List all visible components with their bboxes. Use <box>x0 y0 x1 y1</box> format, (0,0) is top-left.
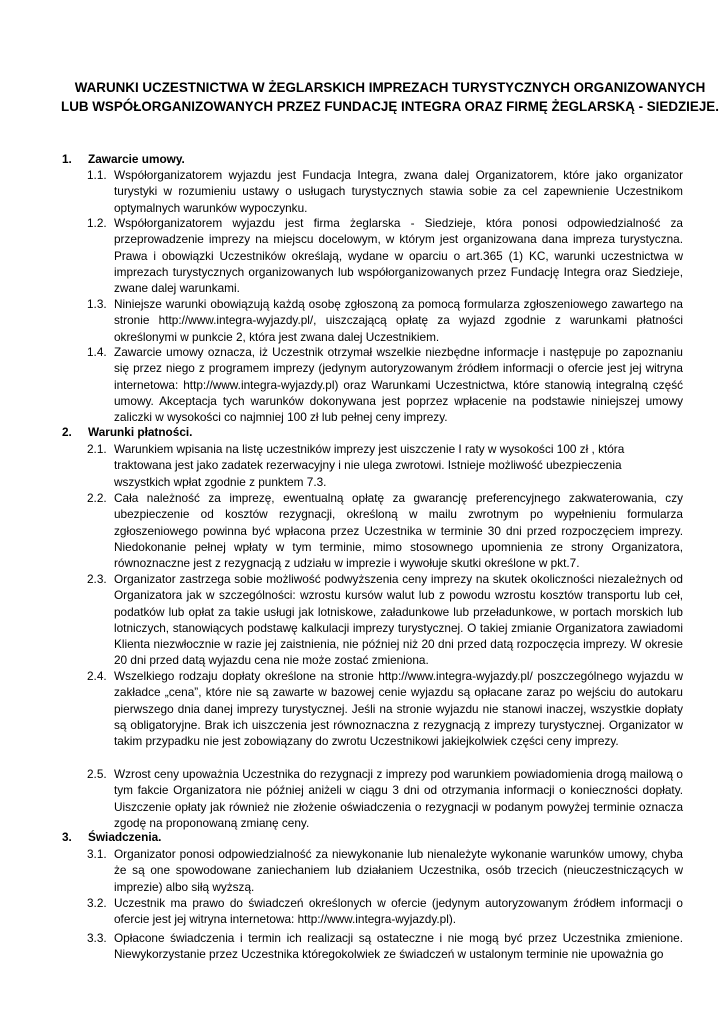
clause-text: Współorganizatorem wyjazdu jest Fundacja Integra, zwana dalej Organizatorem, które jako organizator turystyki w rozumieniu ustawy o usługach turystycznych stawia sobie za cel zapewnienie Uczestnikom optymalnych warunków wypoczynku. <box>114 168 683 215</box>
clause-text: Niniejsze warunki obowiązują każdą osobę zgłoszoną za pomocą formularza zgłoszeniowego zawartego na stronie http://www.integra-wyjazdy.pl/, uiszczającą opłatę za wyjazd zgodnie z warunkami płatności określonymi w punkcie 2, która jest zwana dalej Uczestnikiem. <box>114 297 683 344</box>
clause-text: Warunkiem wpisania na listę uczestników imprezy jest uiszczenie I raty w wysokości 100 zł , która traktowana jest jako zadatek rezerwacyjny i nie ulega zwrotowi. Istnieje możliwość ubezpieczenia wszystkich wpłat zgodnie z punktem 7.3. <box>114 442 625 489</box>
section-heading <box>62 151 185 167</box>
clause-number: 1.1. <box>87 168 107 182</box>
clause <box>87 296 683 345</box>
clause <box>87 668 683 749</box>
section-number: 2. <box>62 425 72 439</box>
clause-number: 2.4. <box>87 669 107 683</box>
clause-number: 2.1. <box>87 442 107 456</box>
clause-text: Cała należność za imprezę, ewentualną opłatę za gwarancję preferencyjnego zakwaterowania, czy ubezpieczenie od kosztów rezygnacji, określoną w mailu zwrotnym po wypełnieniu formularza zgłoszeniowego powinna być wpłacona przez Uczestnika w terminie 30 dni przed rozpoczęciem imprezy. Niedokonanie pełnej wpłaty w tym terminie, mimo stosownego upomnienia ze strony Organizatora, równoznaczne jest z rezygnacją z udziału w imprezie i wywołuje skutki określone w pkt.7. <box>114 491 683 571</box>
clause <box>87 766 683 831</box>
clause <box>87 571 683 669</box>
clause <box>87 846 683 895</box>
clause <box>87 895 683 928</box>
clause-text: Wszelkiego rodzaju dopłaty określone na stronie http://www.integra-wyjazdy.pl/ poszczególnego wyjazdu w zakładce „cena”, które nie są zawarte w bazowej cenie wyjazdu są opłacane zaraz po wejściu do autokaru pierwszego dnia danej imprezy turystycznej. Jeśli na stronie wyjazdu nie stanowi inaczej, wszystkie dopłaty są obligatoryjne. Brak ich uiszczenia jest równoznaczna z rezygnacją z imprezy turystycznej. Organizator w takim przypadku nie jest zobowiązany do zwrotu Uczestnikowi jakiejkolwiek części ceny imprezy. <box>114 669 683 749</box>
clause-number: 2.2. <box>87 491 107 505</box>
clause-text: Współorganizatorem wyjazdu jest firma żeglarska - Siedzieje, która ponosi odpowiedzialność za przeprowadzenie imprezy na miejscu docelowym, w którym jest organizowana dana impreza turystyczna. Prawa i obowiązki Uczestników określają, wydane w oparciu o art.365 (1) KC, warunki uczestnictwa w imprezach turystycznych organizowanych lub współorganizowanych przez Fundację Integra oraz Siedzieje, zwane dalej warunkami. <box>114 216 683 296</box>
clause-number: 1.2. <box>87 216 107 230</box>
section-heading <box>62 829 161 845</box>
clause-text: Zawarcie umowy oznacza, iż Uczestnik otrzymał wszelkie niezbędne informacje i następuje po zapoznaniu się przez niego z programem imprezy (jedynym autoryzowanym źródłem informacji o ofercie jest jej witryna internetowa: http://www.integra-wyjazdy.pl) oraz Warunkami Uczestnictwa, które stanowią integralną część umowy. Akceptacja tych warunków dokonywana jest poprzez wpłacenie na podstawie niniejszej umowy zaliczki w wysokości co najmniej 100 zł lub pełnej ceny imprezy. <box>114 345 683 425</box>
clause <box>87 441 683 490</box>
clause <box>87 344 683 425</box>
clause-number: 1.4. <box>87 345 107 359</box>
clause-number: 2.5. <box>87 767 107 781</box>
clause-number: 3.3. <box>87 931 107 945</box>
clause-text: Opłacone świadczenia i termin ich realizacji są ostateczne i nie mogą być przez Uczestnika zmienione. Niewykorzystanie przez Uczestnika któregokolwiek ze świadczeń w ustalonym terminie nie upoważnia go <box>114 931 683 962</box>
clause <box>87 167 683 216</box>
section-title: Zawarcie umowy. <box>88 152 185 166</box>
clause <box>87 215 683 296</box>
clause <box>87 490 683 571</box>
section-heading <box>62 424 192 440</box>
clause-number: 2.3. <box>87 572 107 586</box>
section-number: 1. <box>62 152 72 166</box>
clause-number: 1.3. <box>87 297 107 311</box>
section-title: Warunki płatności. <box>88 425 193 439</box>
section-number: 3. <box>62 830 72 844</box>
clause-number: 3.2. <box>87 896 107 910</box>
clause-text: Wzrost ceny upoważnia Uczestnika do rezygnacji z imprezy pod warunkiem powiadomienia drogą mailową o tym fakcie Organizatora nie później aniżeli w ciągu 3 dni od otrzymania informacji o konieczności dopłaty. Uiszczenie opłaty jak również nie złożenie oświadczenia o rezygnacji w podanym powyżej terminie oznacza zgodę na proponowaną zmianę ceny. <box>114 767 683 830</box>
clause-text: Organizator zastrzega sobie możliwość podwyższenia ceny imprezy na skutek okoliczności niezależnych od Organizatora jak w szczególności: wzrostu kursów walut lub z powodu wzrostu kosztów transportu lub ceł, podatków lub opłat za takie usługi jak lotniskowe, załadunkowe lub przeładunkowe, w portach morskich lub lotniczych, stanowiących podstawę kalkulacji imprezy turystycznej. O takiej zmianie Organizatora zawiadomi Klienta niezwłocznie w razie jej zaistnienia, nie później niż 20 dni przed datą rozpoczęcia imprezy. W okresie 20 dni przed datą wyjazdu cena nie może zostać zmieniona. <box>114 572 683 668</box>
clause-text: Organizator ponosi odpowiedzialność za niewykonanie lub nienależyte wykonanie warunków umowy, chyba że są one spowodowane zaniechaniem lub działaniem Uczestnika, osób trzecich (nieuczestniczących w imprezie) albo siłą wyższą. <box>114 847 683 894</box>
section-title: Świadczenia. <box>88 830 162 844</box>
clause-text: Uczestnik ma prawo do świadczeń określonych w ofercie (jedynym autoryzowanym źródłem informacji o ofercie jest jej witryna internetowa: http://www.integra-wyjazdy.pl). <box>114 896 683 927</box>
clause-number: 3.1. <box>87 847 107 861</box>
document-title: WARUNKI UCZESTNICTWA W ŻEGLARSKICH IMPREZACH TURYSTYCZNYCH ORGANIZOWANYCH LUB WSPÓŁORGANIZOWANYCH PRZEZ FUNDACJĘ INTEGRA ORAZ FIRMĘ ŻEGLARSKĄ - SIEDZIEJE. <box>61 80 719 114</box>
clause <box>87 930 683 963</box>
